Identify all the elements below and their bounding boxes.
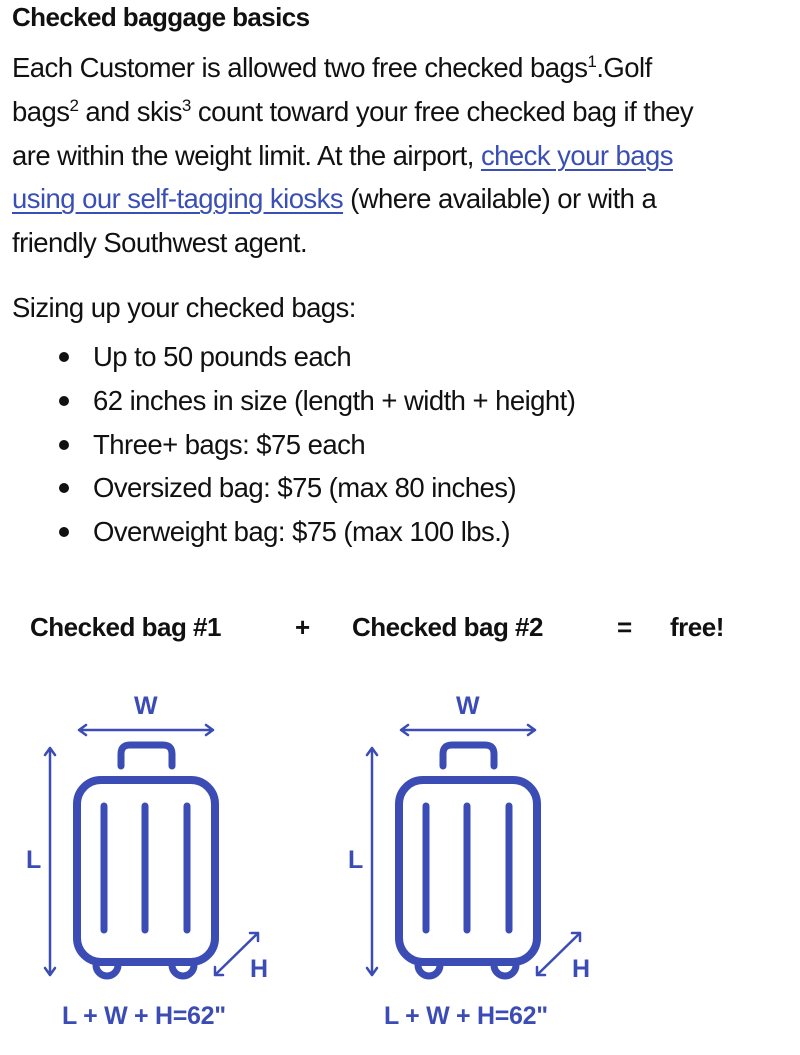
text: .Golf <box>596 52 652 83</box>
sizing-intro: Sizing up your checked bags: <box>12 292 356 323</box>
footnote-2[interactable]: 2 <box>69 95 79 115</box>
bullet-icon <box>59 483 69 493</box>
list-item <box>0 379 575 423</box>
width-label: W <box>456 692 480 720</box>
width-label: W <box>134 692 158 720</box>
text: and skis <box>78 95 182 127</box>
free-label: free! <box>670 612 724 642</box>
list-item <box>0 510 575 554</box>
bag1-label: Checked bag #1 <box>30 612 221 642</box>
bag2-label: Checked bag #2 <box>352 612 543 642</box>
suitcase-diagrams <box>0 680 800 1055</box>
list-item-text: 62 inches in size (length + width + height) <box>93 384 576 416</box>
length-label: L <box>348 846 363 874</box>
text: are within the weight limit. At the airport, <box>12 139 481 171</box>
equals-sign: = <box>617 612 632 642</box>
footnote-1[interactable]: 1 <box>587 52 597 71</box>
height-label: H <box>250 955 268 983</box>
bullet-icon <box>59 527 69 537</box>
suitcase-icon <box>367 725 580 976</box>
list-item-text: Oversized bag: $75 (max 80 inches) <box>93 472 517 504</box>
size-formula: L + W + H=62" <box>384 1002 548 1030</box>
text: Each Customer is allowed two free checked bags <box>12 52 588 83</box>
length-label: L <box>26 846 41 874</box>
plus-sign: + <box>295 612 310 642</box>
footnote-3[interactable]: 3 <box>181 95 191 115</box>
list-item-text: Overweight bag: $75 (max 100 lbs.) <box>93 516 510 548</box>
text: bags <box>12 95 70 127</box>
text: friendly Southwest agent. <box>12 227 308 259</box>
text: (where available) or with a <box>343 183 657 215</box>
list-item <box>0 423 575 467</box>
size-formula: L + W + H=62" <box>62 1002 226 1030</box>
bullet-icon <box>59 396 69 406</box>
list-item <box>0 335 575 379</box>
list-item-text: Up to 50 pounds each <box>93 341 352 372</box>
text: count toward your free checked bag if they <box>190 95 694 127</box>
bullet-icon <box>59 440 69 450</box>
self-tagging-kiosk-link-cont[interactable]: using our self-tagging kiosks <box>12 183 344 215</box>
self-tagging-kiosk-link[interactable]: check your bags <box>480 139 673 171</box>
bag-rules-list <box>0 335 575 554</box>
section-title: Checked baggage basics <box>12 2 310 32</box>
list-item-text: Three+ bags: $75 each <box>93 428 366 460</box>
baggage-paragraph <box>12 46 800 265</box>
suitcase-icon <box>45 725 258 976</box>
list-item <box>0 466 575 510</box>
height-label: H <box>572 955 590 983</box>
bullet-icon <box>59 352 69 362</box>
